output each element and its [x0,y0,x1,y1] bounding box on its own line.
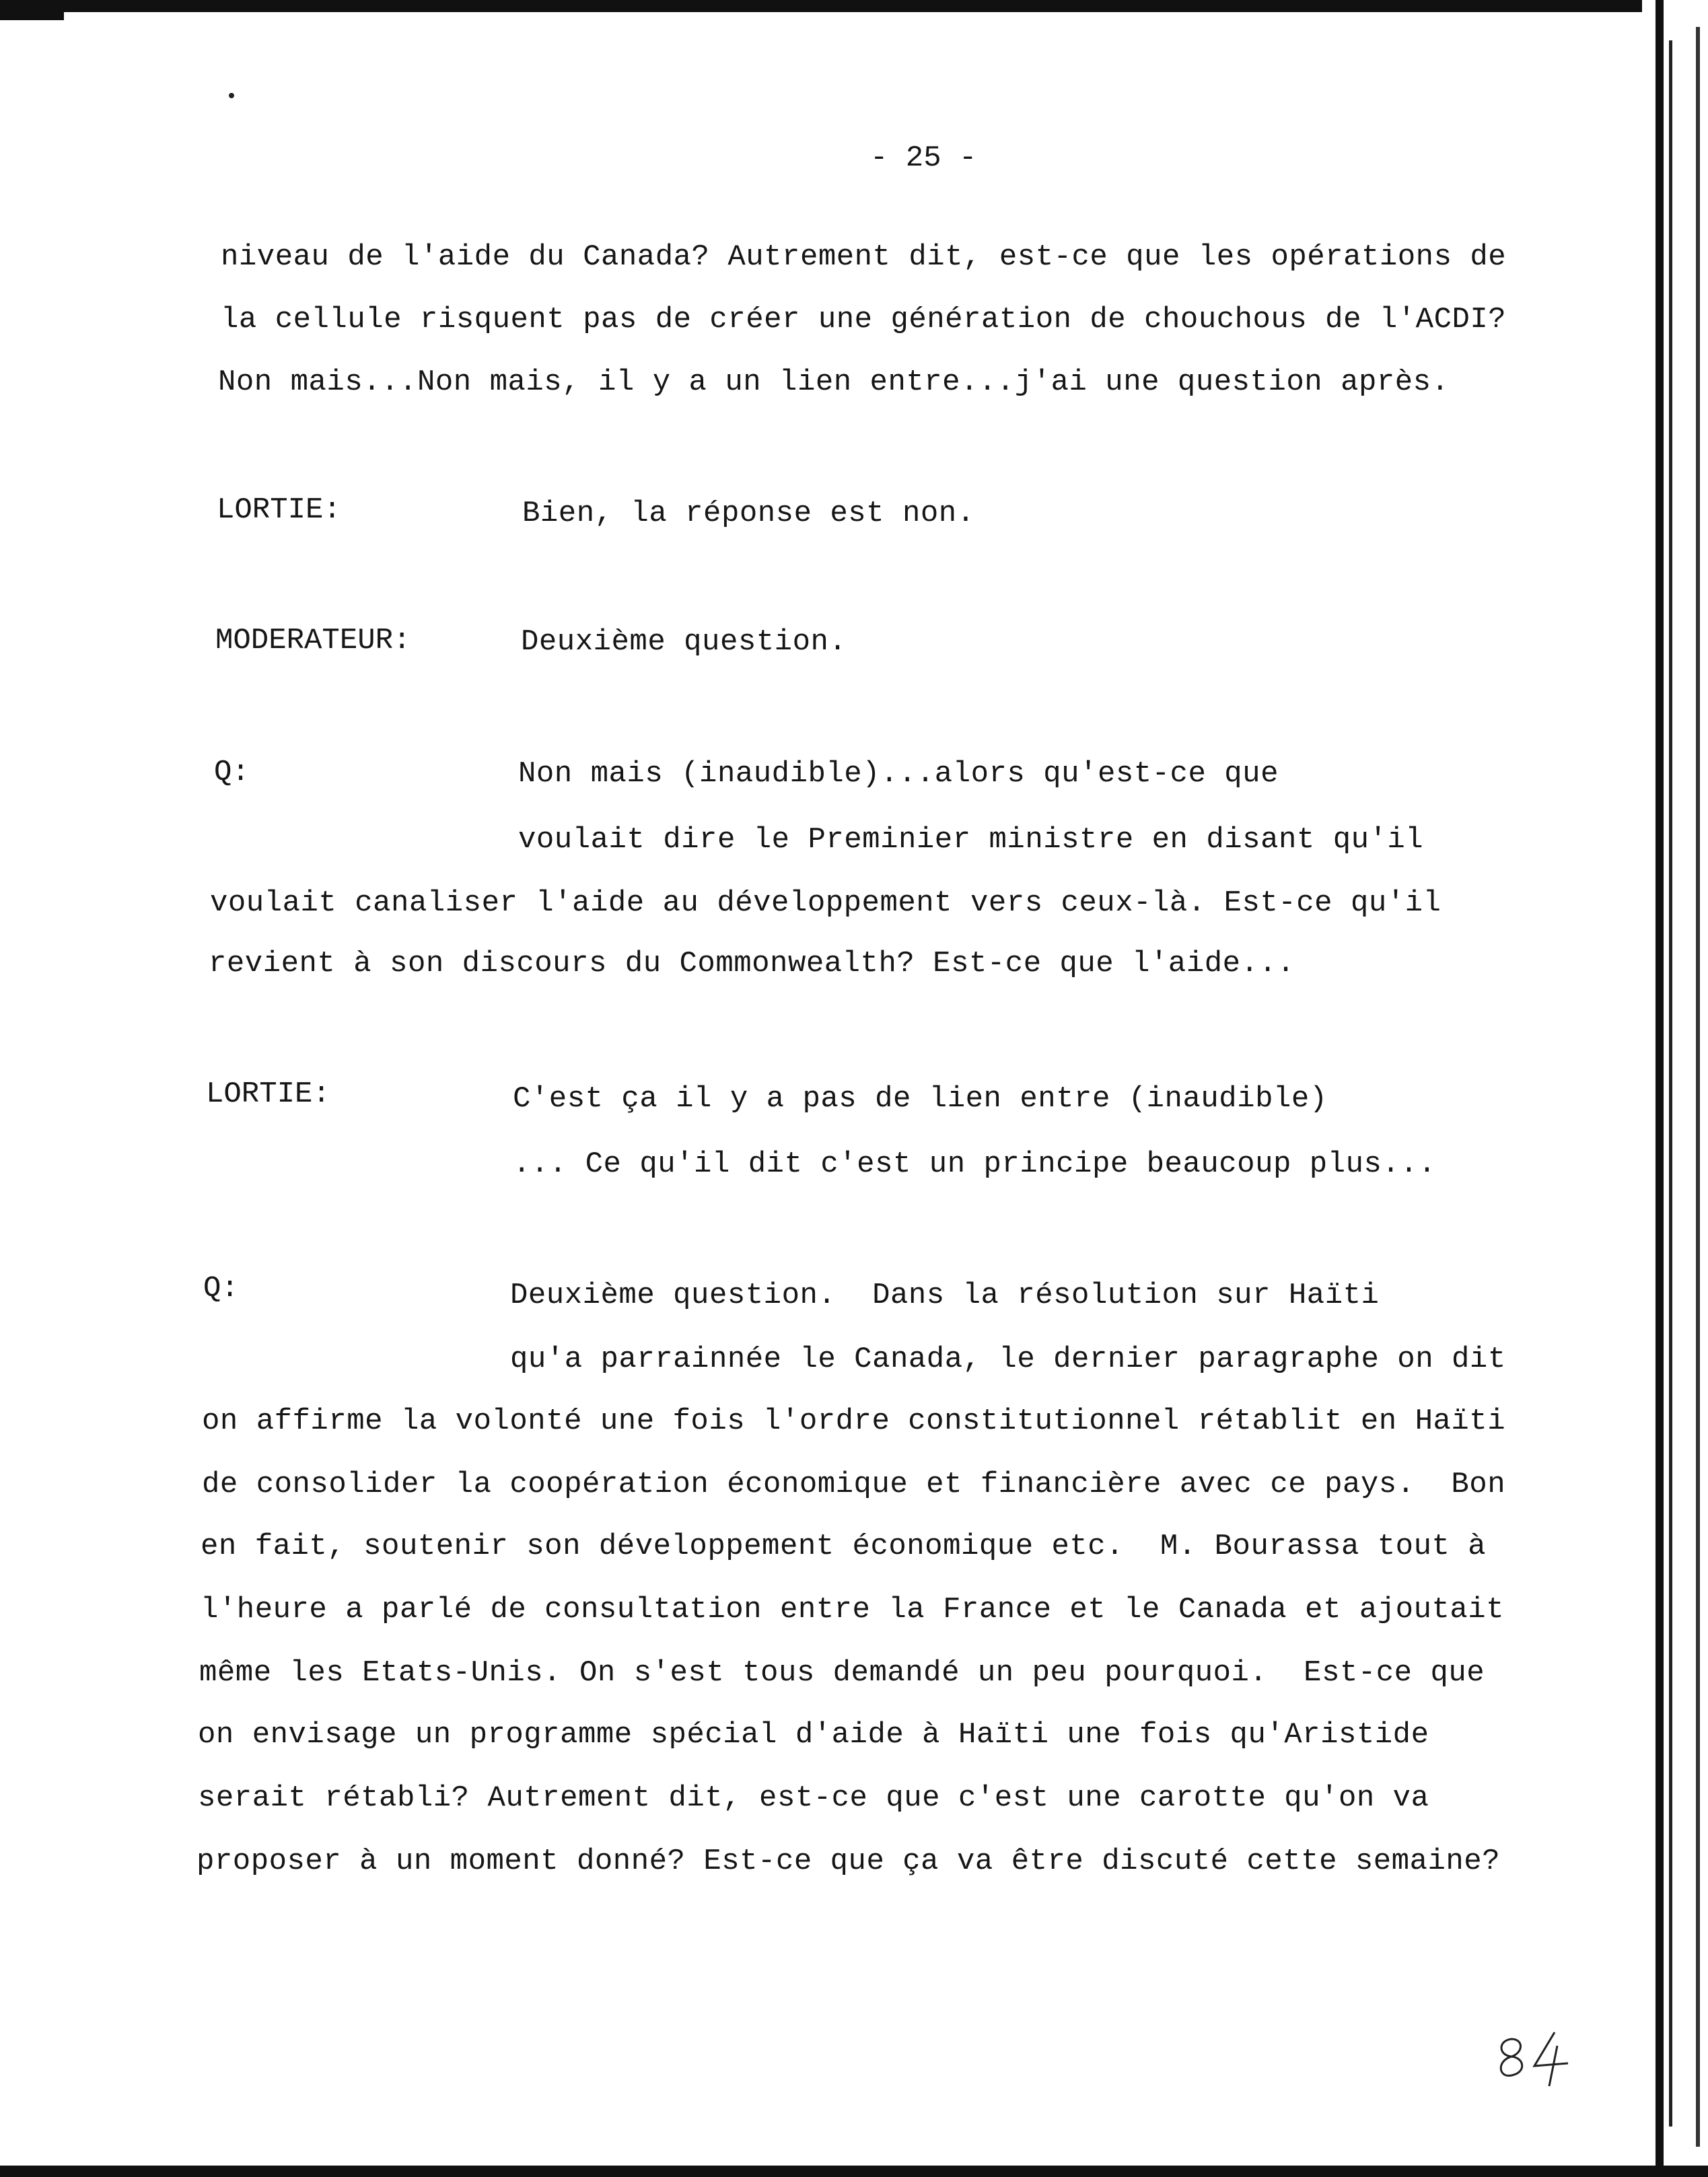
scan-edge-bottom [0,2166,1708,2177]
text-line: niveau de l'aide du Canada? Autrement dit, est-ce que les opérations de [221,240,1507,274]
scan-edge-top [0,0,1708,12]
scan-edge-top-left [0,12,64,20]
text-line: Deuxième question. [521,625,847,659]
text-line: Non mais (inaudible)...alors qu'est-ce que [518,757,1279,791]
page-number: - 25 - [870,141,977,175]
text-line: proposer à un moment donné? Est-ce que ça va être discuté cette semaine? [197,1845,1501,1878]
text-line: voulait canaliser l'aide au développement vers ceux-là. Est-ce qu'il [210,886,1442,920]
text-line: voulait dire le Preminier ministre en disant qu'il [518,823,1424,857]
speaker-label: Q: [214,756,250,789]
speaker-label: Q: [203,1272,239,1306]
text-line: l'heure a parlé de consultation entre la France et le Canada et ajoutait [201,1593,1505,1627]
speaker-label: LORTIE: [217,493,341,527]
text-line: Deuxième question. Dans la résolution sur Haïti [510,1279,1380,1312]
text-line: Bien, la réponse est non. [522,497,975,530]
scan-speck [229,93,234,98]
text-line: de consolider la coopération économique et financière avec ce pays. Bon [202,1468,1506,1501]
text-line: en fait, soutenir son développement économique etc. M. Bourassa tout à [201,1530,1487,1563]
speaker-label: MODERATEUR: [215,624,411,657]
scan-edge-right [1642,0,1708,2177]
text-line: on envisage un programme spécial d'aide à Haïti une fois qu'Aristide [198,1718,1429,1752]
text-line: ... Ce qu'il dit c'est un principe beaucoup plus... [513,1147,1437,1181]
text-line: C'est ça il y a pas de lien entre (inaudible) [513,1082,1328,1116]
text-line: revient à son discours du Commonwealth? Est-ce que l'aide... [209,947,1295,980]
handwritten-folio-mark [1493,2026,1573,2090]
text-line: serait rétabli? Autrement dit, est-ce que c'est une carotte qu'on va [198,1781,1429,1815]
text-line: qu'a parrainnée le Canada, le dernier paragraphe on dit [510,1343,1506,1376]
text-line: Non mais...Non mais, il y a un lien entre...j'ai une question après. [218,365,1450,399]
speaker-label: LORTIE: [206,1077,330,1111]
text-line: même les Etats-Unis. On s'est tous demandé un peu pourquoi. Est-ce que [199,1656,1485,1690]
text-line: la cellule risquent pas de créer une génération de chouchous de l'ACDI? [221,303,1507,336]
text-line: on affirme la volonté une fois l'ordre constitutionnel rétablit en Haïti [202,1404,1506,1438]
